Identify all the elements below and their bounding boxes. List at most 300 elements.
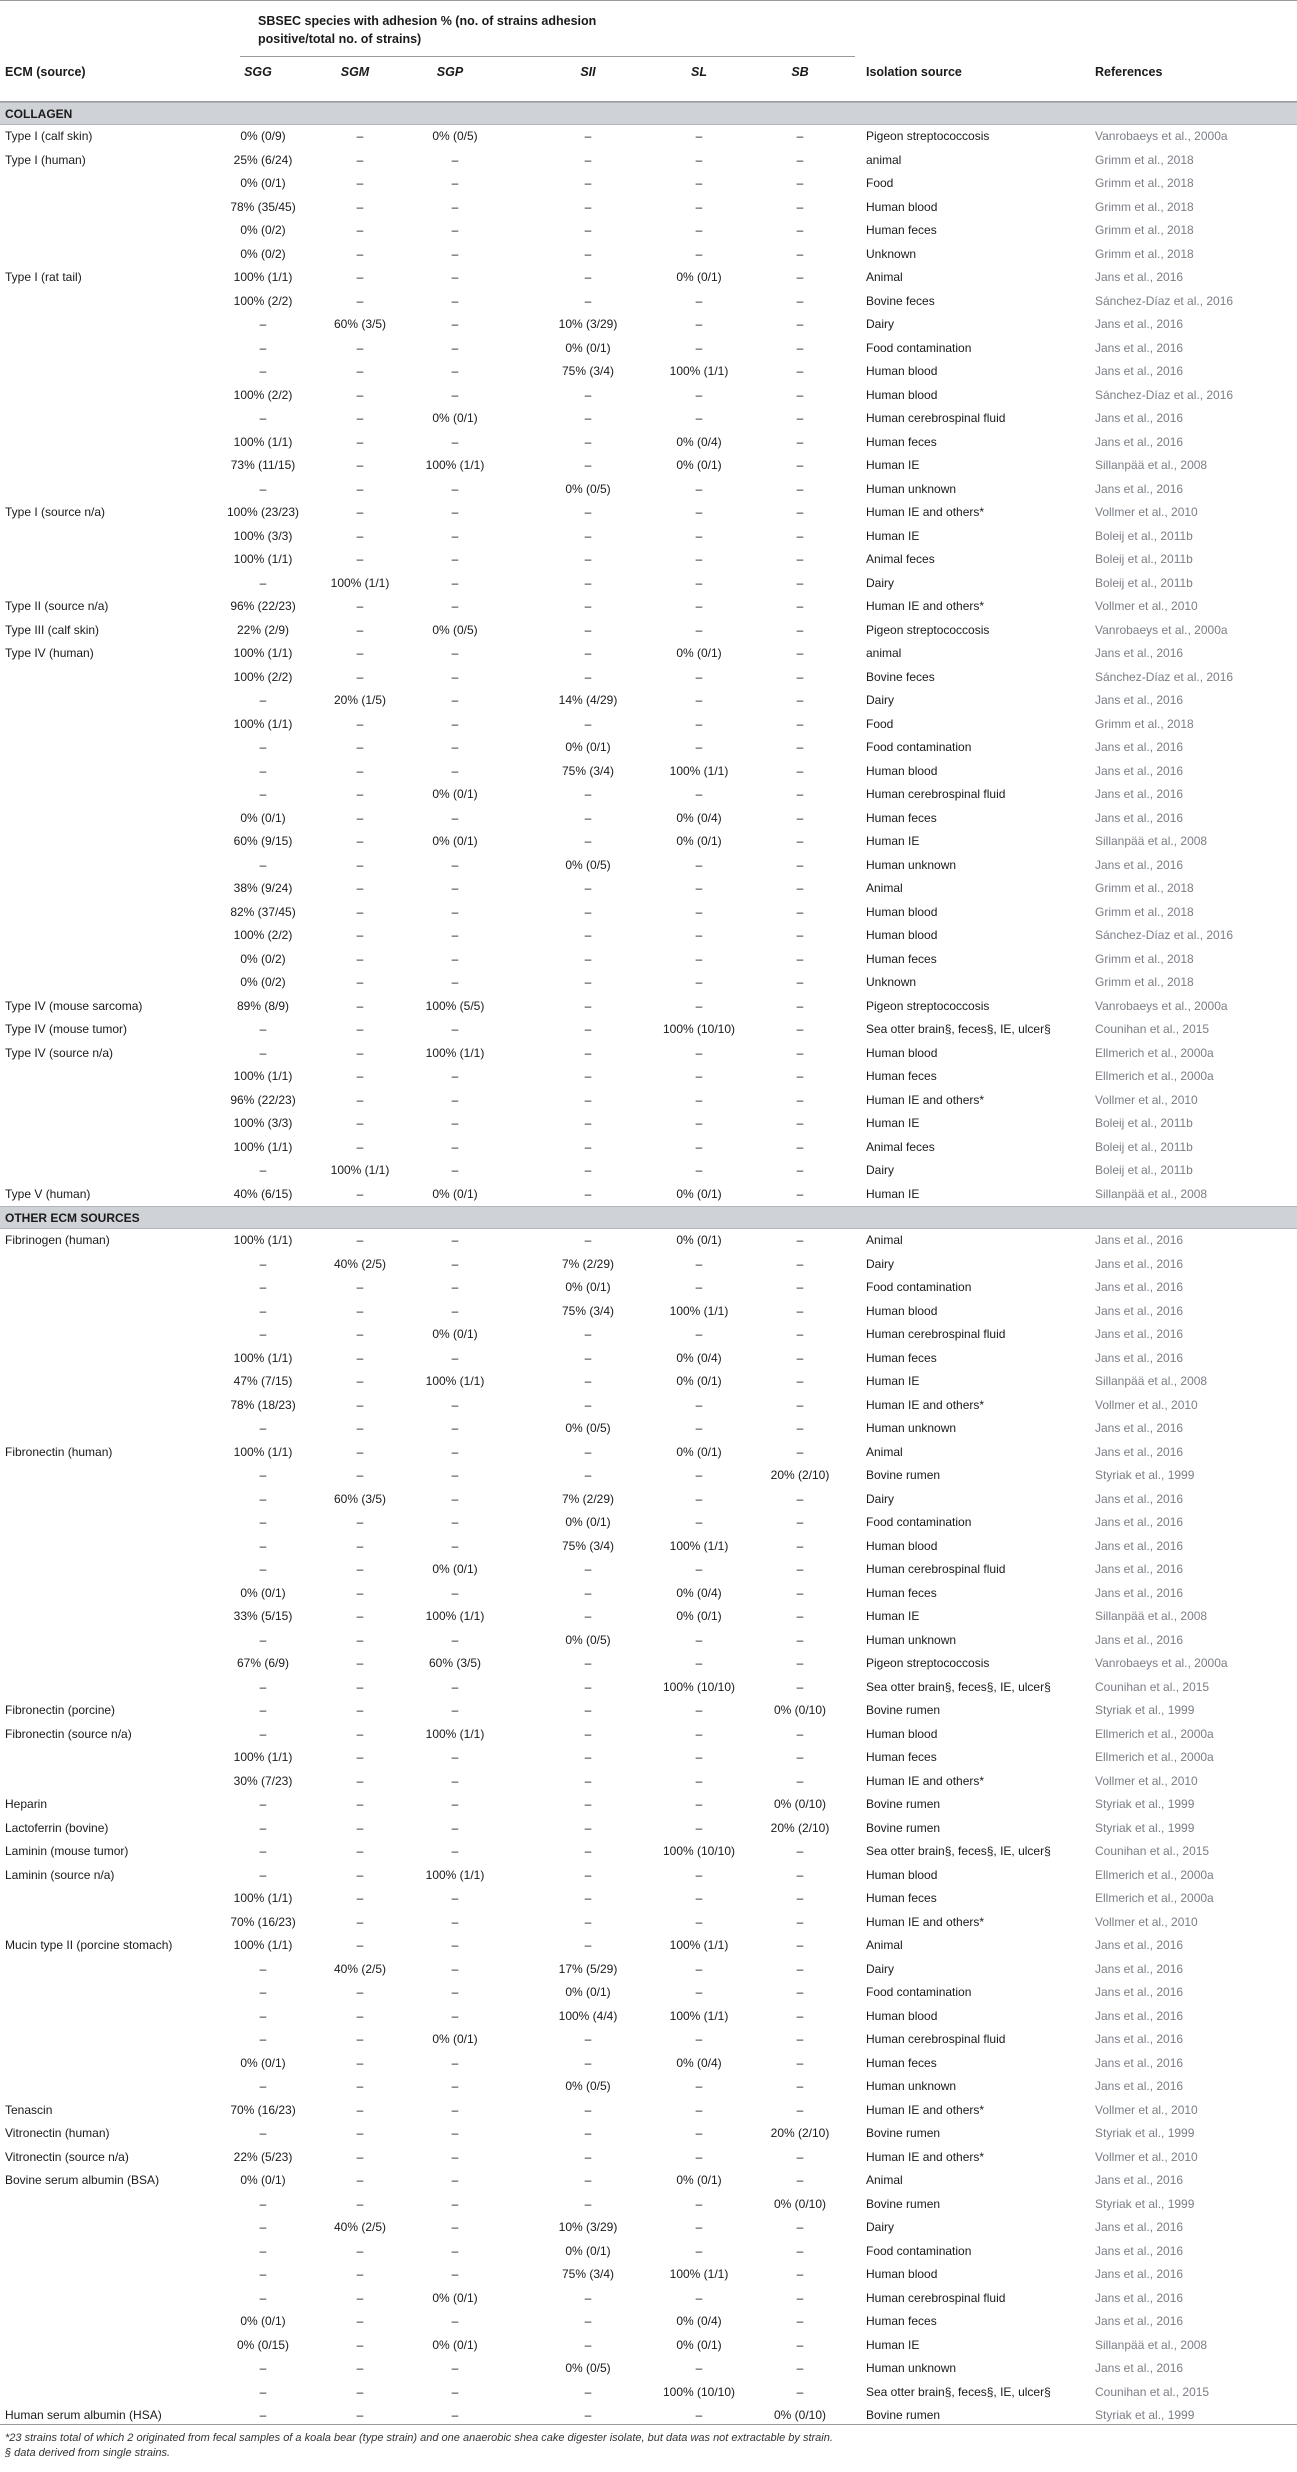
sb-value: – (796, 1961, 804, 1976)
table-row (0, 407, 1297, 431)
sgm-value: – (356, 528, 364, 543)
reference-link[interactable]: Sillanpää et al., 2008 (1095, 2337, 1208, 2352)
reference-link[interactable]: Jans et al., 2016 (1095, 2008, 1184, 2023)
reference-link[interactable]: Vollmer et al., 2010 (1095, 2102, 1198, 2117)
reference-link[interactable]: Sánchez-Díaz et al., 2016 (1095, 669, 1234, 684)
table-row (0, 595, 1297, 619)
sgm-value: – (356, 129, 364, 143)
reference-link[interactable]: Sillanpää et al., 2008 (1095, 458, 1208, 472)
table-row (0, 1229, 1297, 1253)
isolation-source: Human blood (866, 199, 938, 214)
reference-link[interactable]: Boleij et al., 2011b (1095, 1116, 1193, 1130)
reference-link[interactable]: Boleij et al., 2011b (1095, 1163, 1193, 1177)
sb-value: – (796, 2243, 804, 2258)
reference-link[interactable]: Sillanpää et al., 2008 (1095, 1374, 1208, 1388)
reference-link[interactable]: Jans et al., 2016 (1095, 1515, 1184, 1529)
reference-link[interactable]: Jans et al., 2016 (1095, 364, 1184, 378)
isolation-source: Bovine feces (866, 669, 935, 684)
reference-link[interactable]: Jans et al., 2016 (1095, 2243, 1184, 2258)
reference-link[interactable]: Counihan et al., 2015 (1095, 1844, 1210, 1858)
sl-value: – (695, 575, 703, 590)
sgg-value: – (259, 1256, 267, 1271)
sgg-value: 100% (1/1) (233, 270, 293, 284)
sl-value: – (695, 1280, 703, 1294)
reference-link[interactable]: Jans et al., 2016 (1095, 481, 1184, 496)
sb-value: – (796, 2173, 804, 2187)
reference-link[interactable]: Vollmer et al., 2010 (1095, 1397, 1198, 1412)
sgp-value: – (451, 364, 459, 378)
sgp-value: 0% (0/1) (432, 1186, 478, 1201)
sgm-value: – (356, 1914, 364, 1929)
sii-value: – (584, 1022, 592, 1036)
sgg-value: 0% (0/2) (240, 223, 286, 237)
sgm-value: – (356, 223, 364, 237)
sl-value: – (695, 787, 703, 801)
table-row (0, 196, 1297, 220)
reference-link[interactable]: Jans et al., 2016 (1095, 1938, 1184, 1952)
reference-link[interactable]: Grimm et al., 2018 (1095, 975, 1194, 989)
sb-value: – (796, 1397, 804, 1412)
sgm-value: – (356, 1468, 364, 1482)
reference-link[interactable]: Jans et al., 2016 (1095, 1961, 1184, 1976)
reference-link[interactable]: Sánchez-Díaz et al., 2016 (1095, 387, 1234, 402)
footnote-asterisk: *23 strains total of which 2 originated from fecal samples of a koala bear (type strain) and one anaerobic shea cake digester isolate, but data was not extractable by strain. (5, 2432, 833, 2444)
sgm-value: – (356, 1891, 364, 1905)
sgp-value: – (451, 1280, 459, 1294)
reference-link[interactable]: Jans et al., 2016 (1095, 740, 1184, 754)
table-row (0, 807, 1297, 831)
reference-link[interactable]: Jans et al., 2016 (1095, 411, 1184, 425)
table-header (0, 0, 1297, 102)
reference-link[interactable]: Ellmerich et al., 2000a (1095, 1069, 1214, 1083)
sgg-value: – (259, 2361, 267, 2375)
header-sgg: SGG (244, 65, 272, 79)
table-row (0, 877, 1297, 901)
sgm-value: – (356, 552, 364, 566)
sgp-value: – (451, 599, 459, 613)
reference-link[interactable]: Ellmerich et al., 2000a (1095, 1726, 1214, 1741)
isolation-source: Human feces (866, 951, 937, 966)
sii-value: 7% (2/29) (561, 1491, 615, 1506)
sgg-value: 100% (3/3) (233, 1116, 293, 1130)
sgp-value: – (451, 552, 459, 566)
sgm-value: – (356, 2361, 364, 2375)
sb-value: – (796, 669, 804, 684)
sii-value: – (584, 1914, 592, 1929)
sii-value: – (584, 1045, 592, 1060)
sb-value: – (796, 2220, 804, 2234)
isolation-source: Human feces (866, 2314, 937, 2328)
isolation-source: Bovine rumen (866, 1820, 941, 1835)
sgm-value: 20% (1/5) (333, 693, 387, 707)
reference-link[interactable]: Jans et al., 2016 (1095, 2079, 1184, 2093)
isolation-source: Human feces (866, 434, 937, 449)
sgp-value: – (451, 1421, 459, 1435)
reference-link[interactable]: Styriak et al., 1999 (1095, 1797, 1195, 1811)
sgg-value: – (259, 411, 267, 425)
reference-link[interactable]: Jans et al., 2016 (1095, 270, 1184, 284)
isolation-source: Human feces (866, 810, 937, 825)
sii-value: – (584, 1562, 592, 1576)
sl-value: – (695, 951, 703, 966)
reference-link[interactable]: Sánchez-Díaz et al., 2016 (1095, 293, 1234, 308)
sgp-value: – (451, 2149, 459, 2164)
sgp-value: – (451, 1844, 459, 1858)
reference-link[interactable]: Jans et al., 2016 (1095, 1280, 1184, 1294)
table-row (0, 172, 1297, 196)
sgg-value: – (259, 1491, 267, 1506)
isolation-source: Human blood (866, 763, 938, 778)
reference-link[interactable]: Ellmerich et al., 2000a (1095, 1867, 1214, 1882)
sgm-value: – (356, 1303, 364, 1318)
ecm-source: Fibrinogen (human) (5, 1233, 110, 1247)
sgm-value: – (356, 2267, 364, 2281)
ecm-source: Fibronectin (human) (5, 1444, 113, 1459)
sgp-value: – (451, 152, 459, 167)
reference-link[interactable]: Jans et al., 2016 (1095, 2361, 1184, 2375)
reference-link[interactable]: Styriak et al., 1999 (1095, 2196, 1195, 2211)
reference-link[interactable]: Grimm et al., 2018 (1095, 223, 1194, 237)
sgm-value: – (356, 434, 364, 449)
sgg-value: 100% (1/1) (233, 1891, 293, 1905)
isolation-source: Animal feces (866, 552, 935, 566)
table-footnotes (0, 2424, 1297, 2461)
isolation-source: Bovine rumen (866, 1797, 941, 1811)
table-row (0, 971, 1297, 995)
isolation-source: Human IE (866, 1116, 920, 1130)
sb-value: – (796, 2337, 804, 2352)
reference-link[interactable]: Counihan et al., 2015 (1095, 1679, 1210, 1694)
isolation-source: Human cerebrospinal fluid (866, 787, 1006, 801)
reference-link[interactable]: Styriak et al., 1999 (1095, 2408, 1195, 2422)
sb-value: – (796, 1867, 804, 1882)
reference-link[interactable]: Vollmer et al., 2010 (1095, 505, 1198, 519)
sii-value: – (584, 1163, 592, 1177)
reference-link[interactable]: Jans et al., 2016 (1095, 1421, 1184, 1435)
sl-value: – (695, 1139, 703, 1154)
table-row (0, 1699, 1297, 1723)
isolation-source: Human unknown (866, 2079, 957, 2093)
sl-value: 100% (1/1) (669, 1938, 729, 1952)
sb-value: – (796, 270, 804, 284)
reference-link[interactable]: Ellmerich et al., 2000a (1095, 1891, 1214, 1905)
reference-link[interactable]: Jans et al., 2016 (1095, 1233, 1184, 1247)
sl-value: – (695, 1397, 703, 1412)
reference-link[interactable]: Jans et al., 2016 (1095, 857, 1184, 872)
sl-value: 100% (10/10) (662, 2384, 736, 2399)
sgp-value: – (451, 2008, 459, 2023)
reference-link[interactable]: Sillanpää et al., 2008 (1095, 834, 1208, 848)
sl-value: – (695, 1914, 703, 1929)
sl-value: – (695, 1092, 703, 1107)
sgg-value: – (259, 317, 267, 331)
isolation-source: Dairy (866, 2220, 895, 2234)
sgm-value: – (356, 1069, 364, 1083)
sgg-value: – (259, 1703, 267, 1717)
reference-link[interactable]: Sánchez-Díaz et al., 2016 (1095, 928, 1234, 942)
sl-value: – (695, 1726, 703, 1741)
sgm-value: – (356, 1186, 364, 1201)
sgg-value: – (259, 2267, 267, 2281)
sl-value: – (695, 2102, 703, 2117)
table-row (0, 1112, 1297, 1136)
reference-link[interactable]: Grimm et al., 2018 (1095, 951, 1194, 966)
reference-link[interactable]: Jans et al., 2016 (1095, 1538, 1184, 1553)
sii-value: – (584, 998, 592, 1013)
reference-link[interactable]: Jans et al., 2016 (1095, 1562, 1184, 1576)
sb-value: – (796, 2008, 804, 2023)
isolation-source: Animal (866, 270, 903, 284)
isolation-source: Food contamination (866, 1280, 972, 1294)
ecm-source: Type IV (mouse sarcoma) (5, 998, 143, 1013)
reference-link[interactable]: Jans et al., 2016 (1095, 2290, 1184, 2305)
isolation-source: Pigeon streptococcosis (866, 129, 990, 143)
reference-link[interactable]: Vollmer et al., 2010 (1095, 599, 1198, 613)
sgp-value: – (451, 2055, 459, 2070)
sb-value: – (796, 904, 804, 919)
sl-value: – (695, 1867, 703, 1882)
sii-value: 7% (2/29) (561, 1256, 615, 1271)
sl-value: – (695, 669, 703, 684)
reference-link[interactable]: Jans et al., 2016 (1095, 763, 1184, 778)
reference-link[interactable]: Jans et al., 2016 (1095, 2055, 1184, 2070)
sgp-value: 0% (0/5) (432, 622, 478, 637)
sb-value: – (796, 716, 804, 731)
sgg-value: 100% (1/1) (233, 716, 293, 731)
ecm-source: Type I (rat tail) (5, 270, 82, 284)
sb-value: – (796, 1656, 804, 1670)
sgm-value: 60% (3/5) (333, 317, 387, 331)
sgp-value: – (451, 1069, 459, 1083)
reference-link[interactable]: Styriak et al., 1999 (1095, 1703, 1195, 1717)
sgg-value: 47% (7/15) (233, 1374, 293, 1388)
sgp-value: 100% (1/1) (425, 1867, 485, 1882)
sgm-value: – (356, 411, 364, 425)
reference-link[interactable]: Ellmerich et al., 2000a (1095, 1750, 1214, 1764)
table-row (0, 1840, 1297, 1864)
reference-link[interactable]: Grimm et al., 2018 (1095, 152, 1194, 167)
reference-link[interactable]: Jans et al., 2016 (1095, 1632, 1184, 1647)
sb-value: – (796, 434, 804, 449)
isolation-source: Dairy (866, 317, 895, 331)
table-row (0, 1183, 1297, 1207)
reference-link[interactable]: Vollmer et al., 2010 (1095, 1092, 1198, 1107)
sb-value: – (796, 2102, 804, 2117)
sb-value: 0% (0/10) (773, 2196, 827, 2211)
sii-value: 0% (0/1) (565, 1280, 611, 1294)
reference-link[interactable]: Styriak et al., 1999 (1095, 1468, 1195, 1482)
reference-link[interactable]: Vanrobaeys et al., 2000a (1095, 129, 1228, 143)
sb-value: – (796, 928, 804, 942)
sii-value: 10% (3/29) (558, 317, 618, 331)
sgg-value: 0% (0/15) (236, 2337, 290, 2352)
reference-link[interactable]: Vollmer et al., 2010 (1095, 1773, 1198, 1788)
sii-value: – (584, 246, 592, 261)
sii-value: – (584, 1327, 592, 1341)
reference-link[interactable]: Grimm et al., 2018 (1095, 881, 1194, 895)
sgp-value: – (451, 1750, 459, 1764)
sgg-value: 70% (16/23) (230, 2102, 296, 2117)
reference-link[interactable]: Grimm et al., 2018 (1095, 246, 1194, 261)
sgm-value: – (356, 810, 364, 825)
sii-value: – (584, 834, 592, 848)
reference-link[interactable]: Styriak et al., 1999 (1095, 1820, 1195, 1835)
table-row (0, 1887, 1297, 1911)
reference-link[interactable]: Counihan et al., 2015 (1095, 1022, 1210, 1036)
sl-value: 100% (10/10) (662, 1022, 736, 1036)
table-row (0, 995, 1297, 1019)
reference-link[interactable]: Boleij et al., 2011b (1095, 552, 1193, 566)
header-sgm: SGM (340, 65, 370, 79)
table-row (0, 2310, 1297, 2334)
isolation-source: Bovine rumen (866, 2408, 941, 2422)
sb-value: – (796, 1726, 804, 1741)
sb-value: – (796, 1891, 804, 1905)
sb-value: – (796, 1421, 804, 1435)
reference-link[interactable]: Jans et al., 2016 (1095, 434, 1184, 449)
sgm-value: – (356, 387, 364, 402)
isolation-source: Bovine rumen (866, 2126, 941, 2140)
reference-link[interactable]: Jans et al., 2016 (1095, 1491, 1184, 1506)
sb-value: – (796, 152, 804, 167)
reference-link[interactable]: Grimm et al., 2018 (1095, 716, 1194, 731)
sgg-value: 0% (0/2) (240, 246, 286, 261)
sl-value: – (695, 1656, 703, 1670)
species-group-title: SBSEC species with adhesion % (no. of strains adhesion positive/total no. of strains) (258, 14, 597, 46)
reference-link[interactable]: Jans et al., 2016 (1095, 787, 1184, 801)
sb-value: – (796, 951, 804, 966)
sl-value: – (695, 176, 703, 190)
ecm-source: Human serum albumin (HSA) (5, 2408, 162, 2422)
sgm-value: – (356, 2055, 364, 2070)
table-row (0, 1089, 1297, 1113)
sii-value: 0% (0/5) (565, 481, 611, 496)
sii-value: – (584, 975, 592, 989)
sb-value: – (796, 1092, 804, 1107)
sii-value: – (584, 2126, 592, 2140)
reference-link[interactable]: Jans et al., 2016 (1095, 1350, 1184, 1365)
table-row (0, 1323, 1297, 1347)
reference-link[interactable]: Jans et al., 2016 (1095, 1303, 1184, 1318)
reference-link[interactable]: Sillanpää et al., 2008 (1095, 1609, 1208, 1623)
table-row (0, 2075, 1297, 2099)
reference-link[interactable]: Jans et al., 2016 (1095, 2220, 1184, 2234)
sb-value: – (796, 364, 804, 378)
reference-link[interactable]: Jans et al., 2016 (1095, 2173, 1184, 2187)
sb-value: – (796, 763, 804, 778)
sgm-value: – (356, 1397, 364, 1412)
reference-link[interactable]: Jans et al., 2016 (1095, 1585, 1184, 1600)
sgg-value: – (259, 1538, 267, 1553)
sgg-value: – (259, 1163, 267, 1177)
reference-link[interactable]: Jans et al., 2016 (1095, 693, 1184, 707)
sl-value: – (695, 528, 703, 543)
reference-link[interactable]: Boleij et al., 2011b (1095, 1139, 1193, 1154)
reference-link[interactable]: Grimm et al., 2018 (1095, 199, 1194, 214)
reference-link[interactable]: Jans et al., 2016 (1095, 1985, 1184, 1999)
reference-link[interactable]: Ellmerich et al., 2000a (1095, 1045, 1214, 1060)
reference-link[interactable]: Vanrobaeys et al., 2000a (1095, 622, 1228, 637)
sgm-value: – (356, 505, 364, 519)
sb-value: – (796, 1679, 804, 1694)
isolation-source: Sea otter brain§, feces§, IE, ulcer§ (866, 2384, 1051, 2399)
sl-value: 100% (1/1) (669, 1303, 729, 1318)
sgp-value: – (451, 2361, 459, 2375)
reference-link[interactable]: Styriak et al., 1999 (1095, 2126, 1195, 2140)
table-row (0, 1817, 1297, 1841)
reference-link[interactable]: Grimm et al., 2018 (1095, 904, 1194, 919)
reference-link[interactable]: Jans et al., 2016 (1095, 1256, 1184, 1271)
table-row (0, 290, 1297, 314)
isolation-source: Dairy (866, 693, 895, 707)
reference-link[interactable]: Jans et al., 2016 (1095, 317, 1184, 331)
sgp-value: 0% (0/1) (432, 1327, 478, 1341)
sgm-value: – (356, 1609, 364, 1623)
sb-value: – (796, 317, 804, 331)
sgp-value: – (451, 1116, 459, 1130)
sl-value: 0% (0/4) (676, 1350, 722, 1365)
reference-link[interactable]: Boleij et al., 2011b (1095, 575, 1193, 590)
sgm-value: – (356, 1679, 364, 1694)
reference-link[interactable]: Vollmer et al., 2010 (1095, 2149, 1198, 2164)
reference-link[interactable]: Boleij et al., 2011b (1095, 528, 1193, 543)
sgg-value: 89% (8/9) (236, 998, 290, 1013)
sl-value: – (695, 411, 703, 425)
sgm-value: – (356, 481, 364, 496)
sb-value: – (796, 1538, 804, 1553)
table-row (0, 431, 1297, 455)
sgg-value: 100% (1/1) (233, 1350, 293, 1365)
reference-link[interactable]: Counihan et al., 2015 (1095, 2384, 1210, 2399)
isolation-source: Human feces (866, 1069, 937, 1083)
sgp-value: – (451, 2384, 459, 2399)
reference-link[interactable]: Jans et al., 2016 (1095, 1444, 1184, 1459)
isolation-source: Dairy (866, 1256, 895, 1271)
sgm-value: – (356, 834, 364, 848)
sii-value: – (584, 622, 592, 637)
sgg-value: 100% (3/3) (233, 528, 293, 543)
sgm-value: – (356, 1985, 364, 1999)
sgp-value: – (451, 669, 459, 684)
sgm-value: – (356, 2079, 364, 2093)
isolation-source: Human blood (866, 2267, 938, 2281)
reference-link[interactable]: Sillanpää et al., 2008 (1095, 1186, 1208, 1201)
reference-link[interactable]: Vanrobaeys et al., 2000a (1095, 1656, 1228, 1670)
reference-link[interactable]: Vanrobaeys et al., 2000a (1095, 998, 1228, 1013)
sgg-value: 100% (2/2) (233, 928, 293, 942)
sii-value: – (584, 2055, 592, 2070)
reference-link[interactable]: Vollmer et al., 2010 (1095, 1914, 1198, 1929)
reference-link[interactable]: Jans et al., 2016 (1095, 340, 1184, 355)
reference-link[interactable]: Jans et al., 2016 (1095, 810, 1184, 825)
sii-value: – (584, 2149, 592, 2164)
reference-link[interactable]: Jans et al., 2016 (1095, 2267, 1184, 2281)
reference-link[interactable]: Jans et al., 2016 (1095, 1327, 1184, 1341)
ecm-source: Type IV (source n/a) (5, 1045, 114, 1060)
section-header: COLLAGEN (0, 102, 1297, 125)
reference-link[interactable]: Jans et al., 2016 (1095, 2314, 1184, 2328)
reference-link[interactable]: Jans et al., 2016 (1095, 646, 1184, 660)
sgp-value: – (451, 1538, 459, 1553)
reference-link[interactable]: Grimm et al., 2018 (1095, 176, 1194, 190)
sgg-value: 100% (1/1) (233, 552, 293, 566)
isolation-source: Human IE (866, 1374, 920, 1388)
sii-value: 75% (3/4) (561, 2267, 615, 2281)
sii-value: – (584, 1444, 592, 1459)
reference-link[interactable]: Jans et al., 2016 (1095, 2032, 1184, 2046)
sgg-value: – (259, 857, 267, 872)
sgg-value: 38% (9/24) (233, 881, 293, 895)
